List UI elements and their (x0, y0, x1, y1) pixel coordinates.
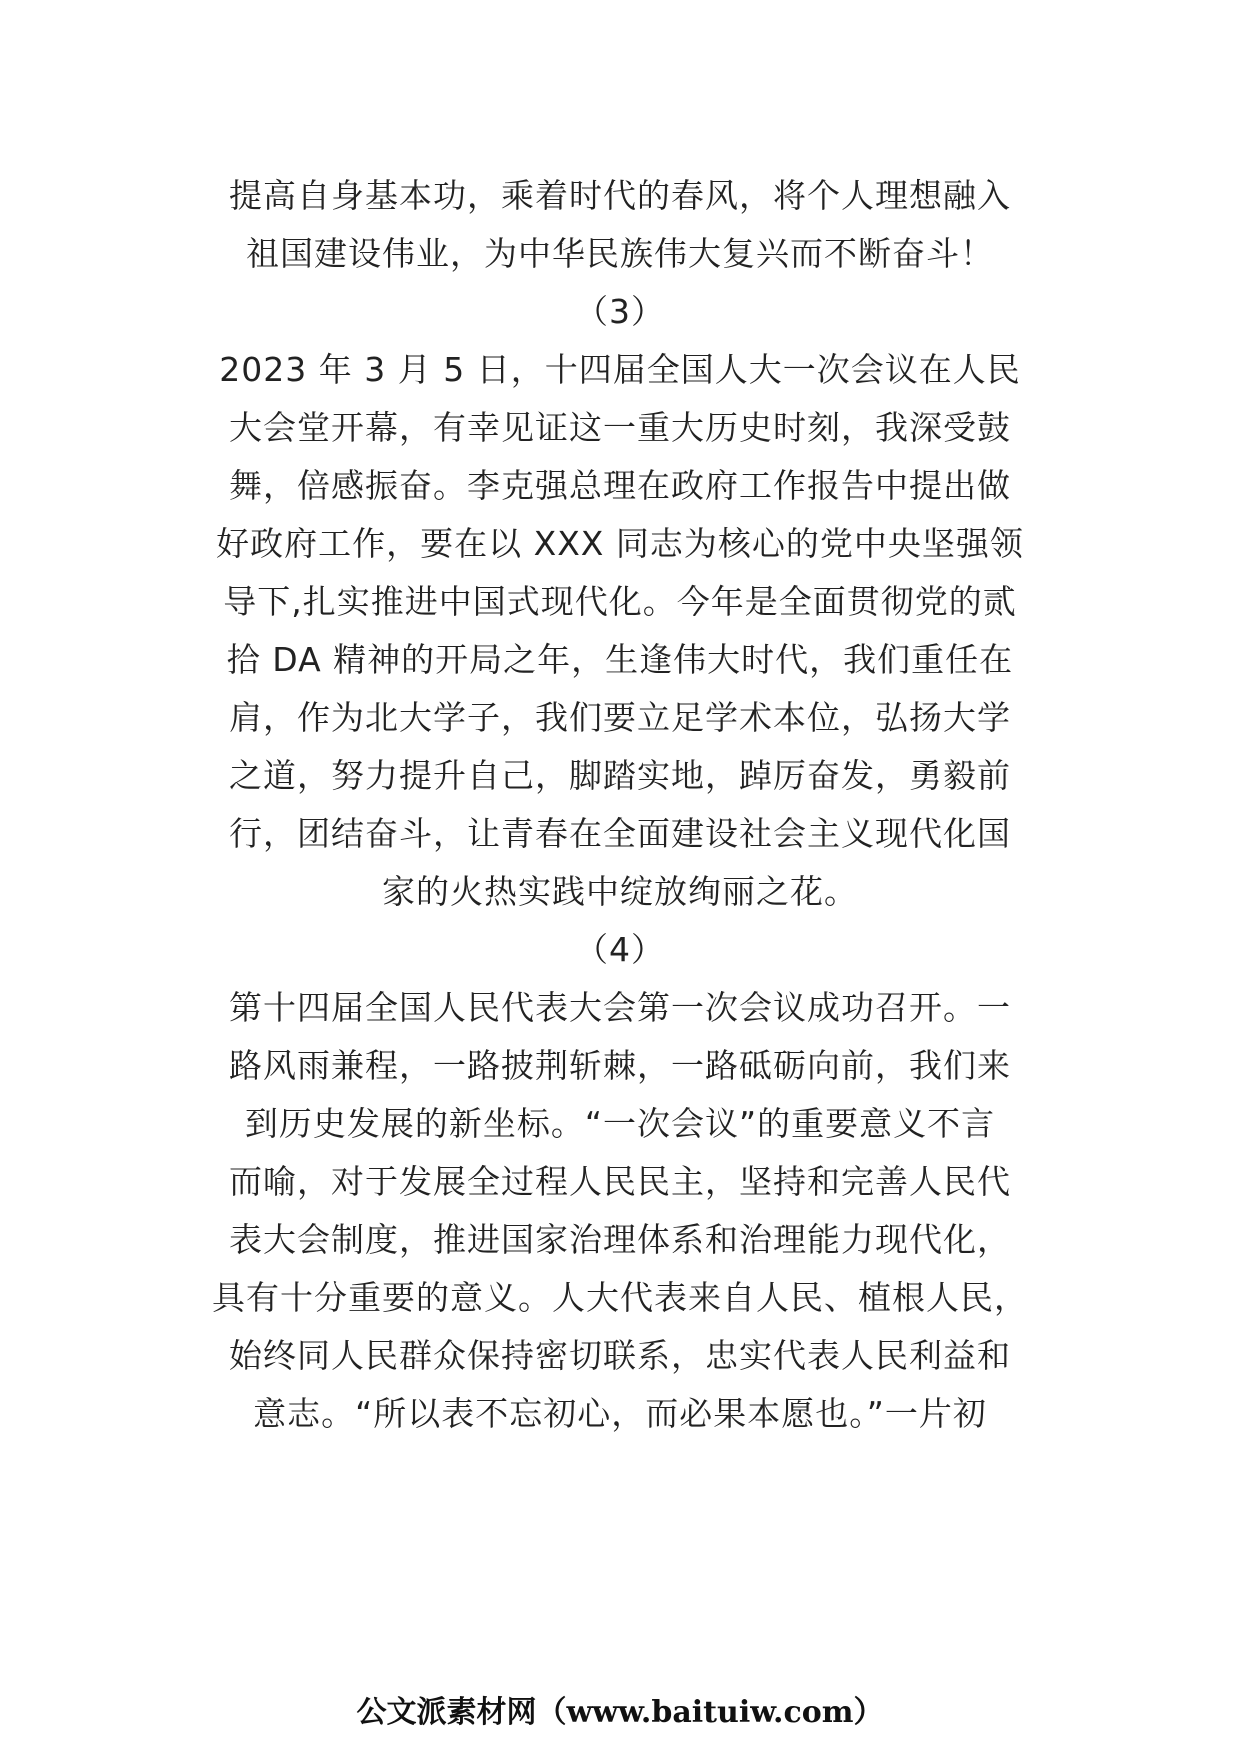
body-text-line: 大会堂开幕，有幸见证这一重大历史时刻，我深受鼓 (229, 408, 1011, 447)
body-text-line: 到历史发展的新坐标。“一次会议”的重要意义不言 (244, 1104, 996, 1143)
body-text-line: 而喻，对于发展全过程人民民主，坚持和完善人民代 (229, 1162, 1011, 1201)
footer-watermark: 公文派素材网（www.baituiw.com） (356, 1695, 884, 1730)
body-text-line: 家的火热实践中绽放绚丽之花。 (382, 872, 858, 911)
body-text-line: 始终同人民群众保持密切联系，忠实代表人民利益和 (229, 1336, 1011, 1375)
section-number-3: （3） (575, 292, 665, 331)
body-text-line: 行，团结奋斗，让青春在全面建设社会主义现代化国 (229, 814, 1011, 853)
body-text-line: 拾 DA 精神的开局之年，生逢伟大时代，我们重任在 (226, 640, 1014, 679)
body-text-line: 第十四届全国人民代表大会第一次会议成功召开。一 (229, 988, 1011, 1027)
body-text-line: 提高自身基本功，乘着时代的春风，将个人理想融入 (229, 176, 1011, 215)
body-text-line: 肩，作为北大学子，我们要立足学术本位，弘扬大学 (229, 698, 1011, 737)
body-text-line: 表大会制度，推进国家治理体系和治理能力现代化， (229, 1220, 1011, 1259)
section-number-4: （4） (575, 930, 665, 969)
body-text-line: 路风雨兼程，一路披荆斩棘，一路砥砺向前，我们来 (229, 1046, 1011, 1085)
body-text-line: 舞，倍感振奋。李克强总理在政府工作报告中提出做 (229, 466, 1011, 505)
body-text-line: 2023 年 3 月 5 日，十四届全国人大一次会议在人民 (219, 350, 1021, 389)
body-text-line: 导下,扎实推进中国式现代化。今年是全面贯彻党的贰 (223, 582, 1017, 621)
body-text-line: 好政府工作，要在以 XXX 同志为核心的党中央坚强领 (216, 524, 1024, 563)
body-text-line: 意志。“所以表不忘初心，而必果本愿也。”一片初 (253, 1394, 987, 1433)
body-text-line: 具有十分重要的意义。人大代表来自人民、植根人民， (212, 1278, 1028, 1317)
body-text-line: 之道，努力提升自己，脚踏实地，踔厉奋发，勇毅前 (229, 756, 1011, 795)
body-text-line: 祖国建设伟业，为中华民族伟大复兴而不断奋斗！ (246, 234, 994, 273)
